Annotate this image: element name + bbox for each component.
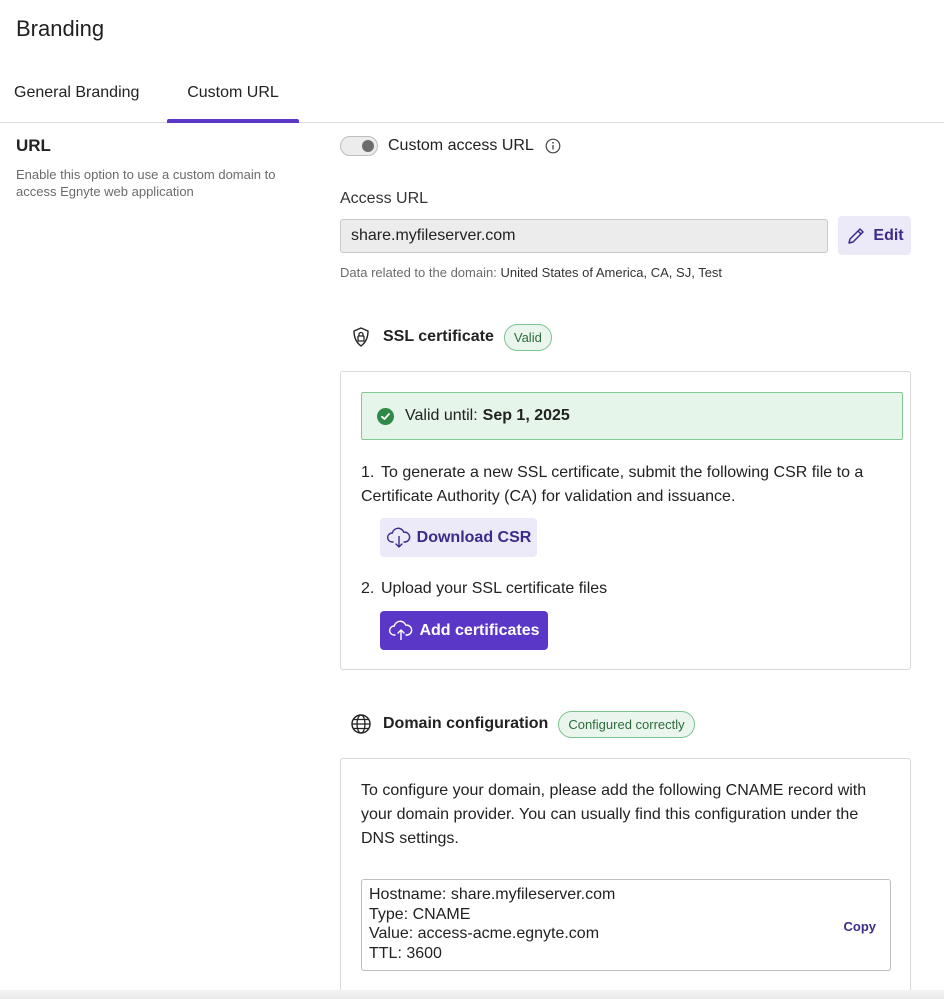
edit-button[interactable] — [838, 216, 911, 255]
page-title: Branding — [16, 16, 105, 41]
edit-button-label: Edit — [873, 226, 904, 244]
section-description: Enable this option to use a custom domain to access Egnyte web application — [16, 167, 276, 199]
domain-note-value: United States of America, CA, SJ, Test — [500, 265, 723, 280]
step2-text: Upload your SSL certificate files — [381, 580, 608, 597]
access-url-label: Access URL — [340, 190, 429, 207]
record-value: Value: access-acme.egnyte.com — [369, 925, 600, 942]
access-url-input[interactable] — [340, 219, 828, 253]
domain-heading — [350, 710, 695, 738]
tab-custom-url[interactable]: Custom URL — [167, 84, 299, 122]
step1-number: 1. — [361, 464, 375, 481]
download-csr-label: Download CSR — [416, 528, 532, 546]
toggle-knob — [362, 140, 374, 152]
dns-instructions: To configure your domain, please add the following CNAME record with your domain provider. You can usually find this configuration under the DNS settings. — [361, 782, 867, 847]
step1-text: To generate a new SSL certificate, submit the following CSR file to a Certificate Authority (CA) for validation and issuance. — [361, 464, 864, 505]
cname-record-box[interactable] — [361, 879, 891, 971]
ssl-status-badge: Valid — [504, 324, 552, 351]
cloud-download-icon — [386, 527, 412, 549]
domain-note — [340, 265, 722, 280]
valid-until-date: Sep 1, 2025 — [482, 407, 570, 424]
step-generate-csr — [361, 461, 901, 509]
cloud-upload-icon — [388, 620, 414, 642]
ssl-card — [340, 371, 911, 670]
add-certificates-label: Add certificates — [419, 621, 540, 639]
tab-general-branding[interactable]: General Branding — [14, 84, 140, 101]
section-title: URL — [16, 136, 51, 155]
step-upload-certificates — [361, 577, 607, 601]
domain-note-prefix: Data related to the domain: — [340, 265, 497, 280]
pencil-icon — [845, 225, 867, 247]
check-circle-icon — [377, 408, 394, 425]
domain-status-badge: Configured correctly — [558, 711, 694, 738]
tab-bar — [0, 72, 944, 123]
record-type: Type: CNAME — [369, 905, 471, 923]
download-csr-button[interactable] — [380, 518, 537, 557]
globe-icon — [350, 713, 372, 735]
record-hostname: Hostname: share.myfileserver.com — [369, 886, 616, 903]
ssl-heading — [350, 323, 552, 351]
valid-until-label: Valid until: — [405, 407, 478, 424]
domain-config-card — [340, 758, 911, 992]
bottom-edge — [0, 990, 944, 999]
toggle-label: Custom access URL — [388, 137, 534, 154]
valid-until-banner — [361, 392, 903, 440]
copy-button[interactable]: Copy — [843, 919, 876, 934]
custom-url-toggle[interactable] — [340, 136, 378, 156]
info-icon[interactable] — [545, 138, 561, 154]
record-ttl: TTL: 3600 — [369, 944, 442, 962]
add-certificates-button[interactable] — [380, 611, 548, 650]
ssl-title: SSL certificate — [383, 328, 494, 345]
domain-config-title: Domain configuration — [383, 715, 549, 732]
step2-number: 2. — [361, 580, 375, 597]
shield-lock-icon — [350, 326, 372, 348]
custom-url-toggle-row — [340, 136, 561, 156]
